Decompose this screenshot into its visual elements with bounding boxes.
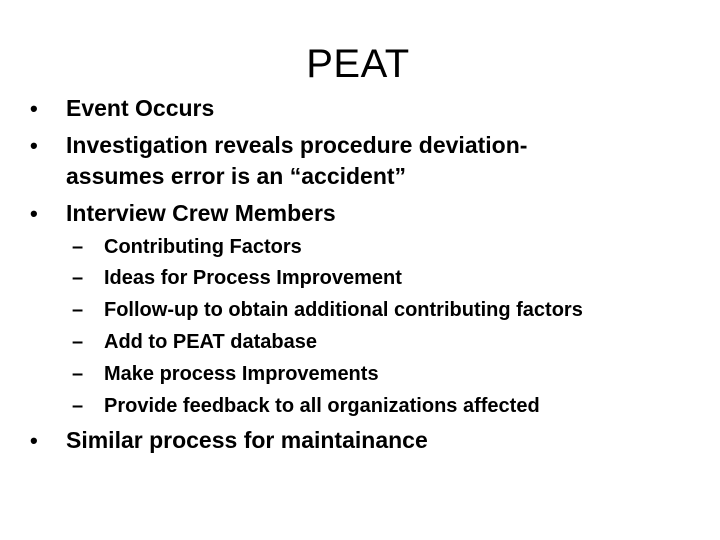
- sub-bullet-marker: –: [72, 299, 84, 321]
- bullet-text: Interview Crew Members: [66, 200, 336, 226]
- sub-bullet-text: Make process Improvements: [104, 363, 379, 385]
- sub-bullet-text: Provide feedback to all organizations affected: [104, 395, 540, 417]
- slide-title-text: PEAT: [306, 42, 410, 86]
- sub-bullet-text: Add to PEAT database: [104, 331, 317, 353]
- bullet-text-line-1: Investigation reveals procedure deviation-: [66, 132, 528, 158]
- bullet-marker: •: [30, 201, 38, 226]
- sub-bullet-marker: –: [72, 331, 84, 353]
- sub-bullet-marker: –: [72, 267, 84, 289]
- bullet-text-line-2: assumes error is an “accident”: [66, 163, 407, 189]
- slide-title: [0, 42, 720, 87]
- bullet-text: Event Occurs: [66, 95, 215, 121]
- sub-bullet-text: Contributing Factors: [104, 236, 302, 258]
- bullet-marker: •: [30, 96, 38, 121]
- sub-bullet-marker: –: [72, 363, 84, 385]
- bullet-marker: •: [30, 133, 38, 158]
- sub-bullet-text: Ideas for Process Improvement: [104, 267, 402, 289]
- sub-bullet-marker: –: [72, 236, 84, 258]
- sub-bullet-marker: –: [72, 395, 84, 417]
- bullet-text: Similar process for maintainance: [66, 427, 428, 453]
- sub-bullet-text: Follow-up to obtain additional contributing factors: [104, 299, 583, 321]
- bullet-marker: •: [30, 428, 38, 453]
